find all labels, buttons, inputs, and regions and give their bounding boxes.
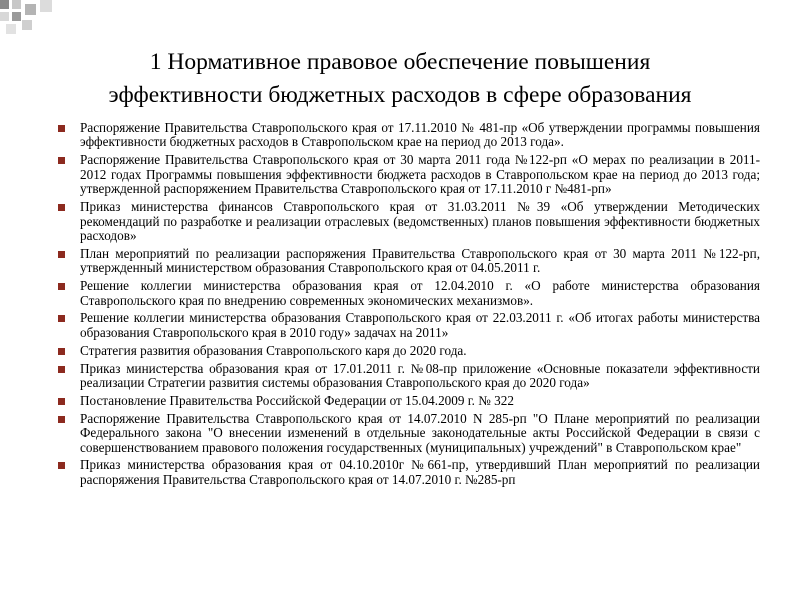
list-item-text: Приказ министерства финансов Ставропольского края от 31.03.2011 №39 «Об утверждении Методических рекомендаций по разработке и реализации отраслевых (ведомственных) планов повышения эффективности бюджетных расходов» [80,199,760,243]
decor-square [0,12,9,21]
decor-square [0,0,9,9]
bullet-square-icon [58,125,65,132]
bullet-square-icon [58,348,65,355]
list-item [58,153,760,196]
list-item [58,121,760,150]
list-item [58,279,760,308]
list-item-text: Приказ министерства образования края от 17.01.2011 г. №08-пр приложение «Основные показатели эффективности реализации Стратегии развития системы образования Ставропольского края до 2020 года» [80,360,760,390]
bullet-square-icon [58,398,65,405]
decor-square [12,0,21,9]
list-item-text: Распоряжение Правительства Ставропольского края от 30 марта 2011 года №122-рп «О мерах по реализации в 2011-2012 годах Программы повышения эффективности бюджета расходов в Ставропольском крае на период до 2013 года; утвержденной распоряжением Правительства Ставропольского края от 17.11.2010 г №481-рп» [80,152,760,197]
list-item-text: Постановление Правительства Российской Федерации от 15.04.2009 г. № 322 [80,392,514,408]
document-list [58,121,760,491]
list-item [58,394,760,408]
list-item-text: Распоряжение Правительства Ставропольского края от 17.11.2010 № 481-пр «Об утверждении программы повышения эффективности бюджетных расходов в Ставропольском крае на период до 2013 года». [80,120,760,150]
list-item [58,311,760,340]
list-item-text: Стратегия развития образования Ставропольского каря до 2020 года. [80,342,467,358]
list-item [58,458,760,487]
list-item [58,362,760,391]
list-item-text: Приказ министерства образования края от 04.10.2010г №661-пр, утвердивший План мероприятий по реализации распоряжения Правительства Ставропольского края от 14.07.2010 г. №285-рп [80,457,760,487]
bullet-square-icon [58,462,65,469]
list-item-text: Решение коллегии министерства образования края от 12.04.2010 г. «О работе министерства образования Ставропольского края по внедрению современных экономических механизмов». [80,278,760,308]
slide-title [40,46,760,112]
decor-square [6,24,16,34]
decor-square [25,4,36,15]
bullet-square-icon [58,366,65,373]
bullet-square-icon [58,204,65,211]
decor-square [22,20,32,30]
bullet-square-icon [58,251,65,258]
slide-title-line-1: 1 Нормативное правовое обеспечение повышения [149,49,651,75]
bullet-square-icon [58,416,65,423]
decor-square [40,0,52,12]
slide-title-line-2: эффективности бюджетных расходов в сфере образования [108,82,692,108]
list-item-text: Решение коллегии министерства образования Ставропольского края от 22.03.2011 г. «Об итогах работы министерства образования Ставропольского края в 2010 году» задачах на 2011» [80,310,760,340]
bullet-square-icon [58,157,65,164]
bullet-square-icon [58,283,65,290]
list-item [58,412,760,455]
list-item [58,200,760,243]
bullet-square-icon [58,315,65,322]
decor-square [12,12,21,21]
list-item [58,247,760,276]
decorative-squares-header [0,0,800,40]
list-item-text: Распоряжение Правительства Ставропольского края от 14.07.2010 N 285-рп "О Плане мероприятий по реализации Федерального закона "О внесении изменений в отдельные законодательные акты Российской Федерации в связи с совершенствованием правового положения государственных (муниципальных) учреждений" в Ставропольском крае" [80,410,760,455]
list-item-text: План мероприятий по реализации распоряжения Правительства Ставропольского края от 30 марта 2011 №122-рп, утвержденный министерством образования Ставропольского края от 04.05.2011 г. [80,245,760,276]
list-item [58,344,760,358]
